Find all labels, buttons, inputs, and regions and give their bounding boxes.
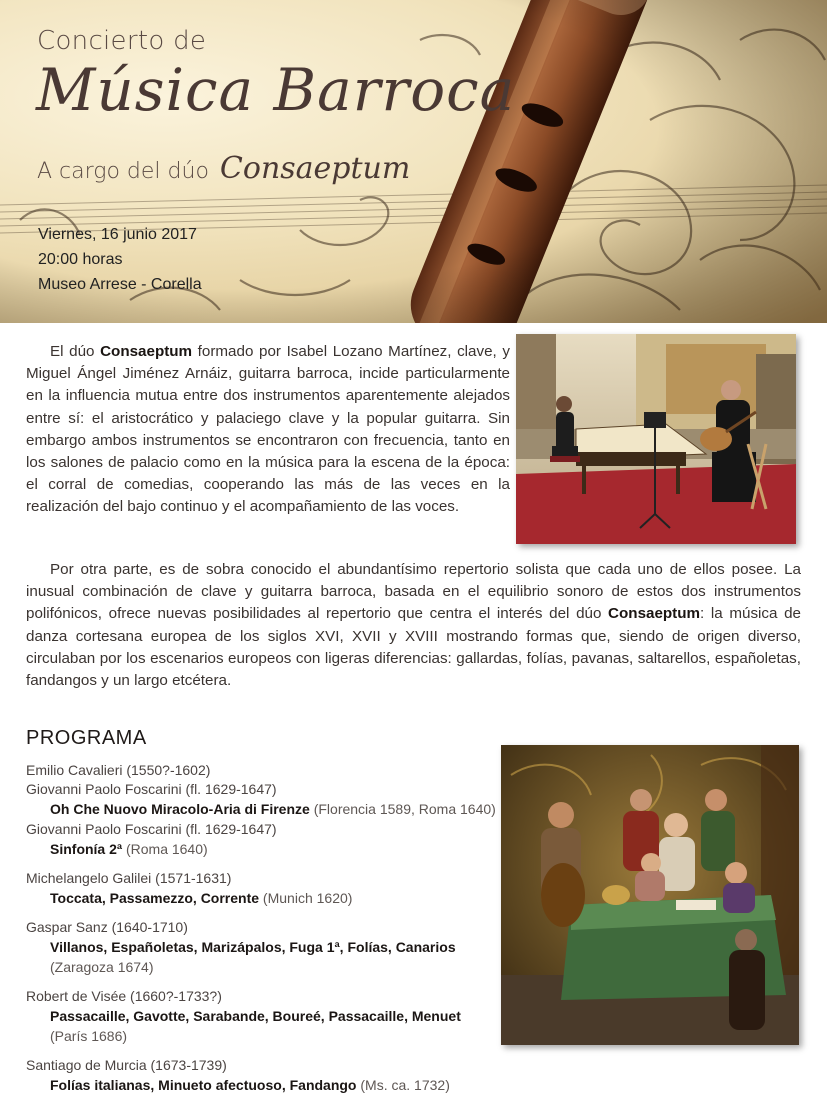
header-byline [37,151,410,186]
intro-paragraph-2 [26,559,801,692]
duo-concert-photo [516,334,796,544]
header-banner [0,0,827,323]
work-aria-di-firenze [50,801,496,817]
event-time: 20:00 horas [38,251,123,268]
duo-name-bold: Consaeptum [100,343,193,360]
composer-galilei: Michelangelo Galilei (1571-1631) [26,870,232,886]
work-title: Folías italianas, Minueto afectuoso, Fandango [50,1077,357,1093]
intro-paragraph-1 [26,341,510,519]
work-title: Toccata, Passamezzo, Corrente [50,890,260,906]
work-title: Oh Che Nuovo Miracolo-Aria di Firenze [50,801,310,817]
work-note: (Florencia 1589, Roma 1640) [309,801,496,817]
work-sinfonia [50,841,208,857]
header-line1: Concierto de [37,26,207,56]
composer-cavalieri: Emilio Cavalieri (1550?-1602) [26,762,211,778]
duo-name-bold: Consaeptum [608,605,701,623]
work-title: Sinfonía 2ª [50,841,123,857]
work-folias [50,1077,450,1093]
event-date: Viernes, 16 junio 2017 [38,226,197,243]
baroque-musicians-painting [501,745,799,1045]
work-villanos-note: (Zaragoza 1674) [50,959,154,975]
byline-prefix: A cargo del dúo [37,159,209,184]
work-villanos [50,939,456,955]
composer-sanz: Gaspar Sanz (1640-1710) [26,919,188,935]
work-passacaille [50,1008,461,1024]
composer-murcia: Santiago de Murcia (1673-1739) [26,1057,227,1073]
work-title: Passacaille, Gavotte, Sarabande, Boureé, Passacaille, Menuet [50,1008,461,1024]
duo-name: Consaeptum [219,151,411,186]
paragraph-text: El dúo [50,343,101,360]
paragraph-text: Por otra parte, es de sobra conocido el abundantísimo repertorio solista que cada uno de ellos posee. La inusual combinación de clave y guitarra barroca, basada en el equilibrio sonoro de estos dos instrumentos polifónicos, ofrece nuevas posibilidades al repertorio que centra el interés del dúo [26,561,801,623]
composer-foscarini-2: Giovanni Paolo Foscarini (fl. 1629-1647) [26,821,277,837]
work-note: (Roma 1640) [122,841,208,857]
paragraph-text: : la música de danza cortesana europea de los siglos XVI, XVII y XVIII mostrando formas que, siendo de origen diverso, circulaban por los escenarios europeos con ligeras diferencias: gallardas, folías, pavanas, saltarellos, españoletas, fandangos y un largo etcétera. [26,605,801,690]
work-toccata [50,890,352,906]
work-note: (Munich 1620) [259,890,353,906]
work-passacaille-note: (París 1686) [50,1028,128,1044]
composer-foscarini-1: Giovanni Paolo Foscarini (fl. 1629-1647) [26,781,277,797]
work-title: Villanos, Españoletas, Marizápalos, Fuga 1ª, Folías, Canarios [50,939,456,955]
header-title: Música Barroca [36,56,516,124]
programa-title: PROGRAMA [26,727,147,749]
work-note: (Ms. ca. 1732) [356,1077,450,1093]
paragraph-text: formado por Isabel Lozano Martínez, clave, y Miguel Ángel Jiménez Arnáiz, guitarra barroca, incide particularmente en la influencia mutua entre dos instrumentos aparentemente alejados entre sí: el aristocrático y palaciego clave y la popular guitarra. Sin embargo ambos instrumentos se encontraron con frecuencia, tanto en los salones de palacio como en la música para la escena de la época: el corral de comedias, cooperando las más de las veces en la realización del bajo continuo y el acompañamiento de las voces. [26,343,510,516]
composer-visee: Robert de Visée (1660?-1733?) [26,988,222,1004]
event-place: Museo Arrese - Corella [38,276,202,293]
